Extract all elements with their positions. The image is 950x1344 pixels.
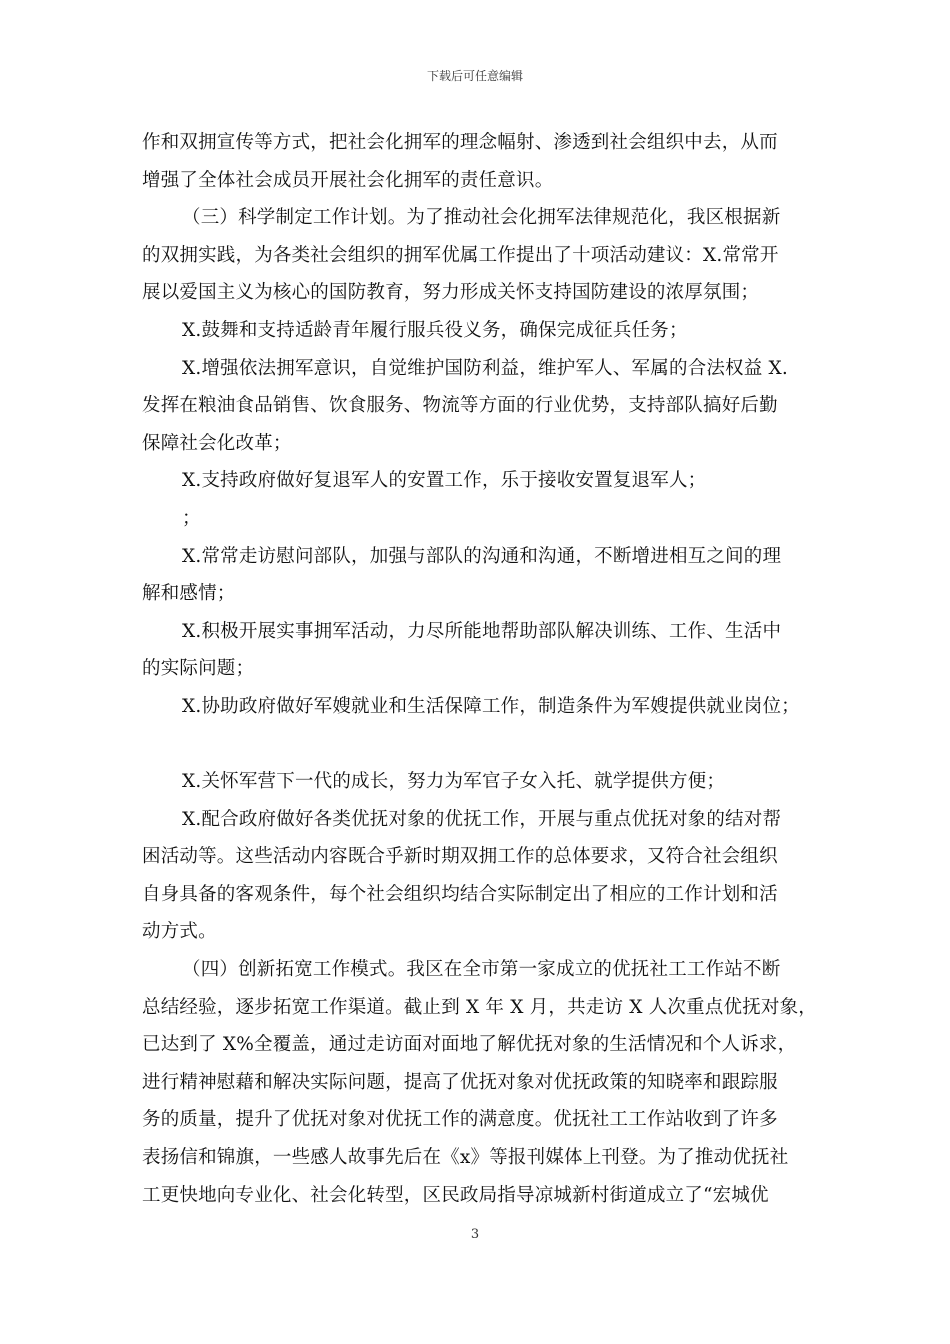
text-line: 已达到了 X%全覆盖，通过走访面对面地了解优抚对象的生活情况和个人诉求， [142,1034,797,1056]
text-line: 动方式。 [142,921,217,943]
text-line: 的双拥实践，为各类社会组织的拥军优属工作提出了十项活动建议：X.常常开 [142,244,779,266]
text-line: 表扬信和锦旗，一些感人故事先后在《x》等报刊媒体上刊登。为了推动优抚社 [142,1147,789,1169]
text-line: 展以爱国主义为核心的国防教育，努力形成关怀支持国防建设的浓厚氛围； [142,282,760,304]
text-line: 进行精神慰藉和解决实际问题，提高了优抚对象对优抚政策的知晓率和跟踪服 [142,1071,778,1093]
text-line: X.配合政府做好各类优抚对象的优抚工作，开展与重点优抚对象的结对帮 [182,808,782,830]
text-line: 困活动等。这些活动内容既合乎新时期双拥工作的总体要求，又符合社会组织 [142,846,778,868]
text-line: 的实际问题； [142,658,255,680]
text-line: X.积极开展实事拥军活动，力尽所能地帮助部队解决训练、工作、生活中 [182,620,782,642]
text-line: X.协助政府做好军嫂就业和生活保障工作，制造条件为军嫂提供就业岗位； [182,695,800,717]
document-body [142,124,818,1214]
text-line: X.增强依法拥军意识，自觉维护国防利益，维护军人、军属的合法权益 X. [182,357,788,379]
text-line: （四）创新拓宽工作模式。我区在全市第一家成立的优抚社工工作站不断 [182,959,781,981]
text-line: X.常常走访慰问部队，加强与部队的沟通和沟通，不断增进相互之间的理 [182,545,782,567]
text-line: 解和感情； [142,583,236,605]
blank-line [142,726,818,764]
text-line: ； [182,507,201,529]
text-line: 工更快地向专业化、社会化转型，区民政局指导凉城新村街道成立了“宏城优 [142,1184,769,1206]
text-line: （三）科学制定工作计划。为了推动社会化拥军法律规范化，我区根据新 [182,207,781,229]
text-line: X.支持政府做好复退军人的安置工作，乐于接收安置复退军人； [182,470,707,492]
text-line: 总结经验，逐步拓宽工作渠道。截止到 X 年 X 月，共走访 X 人次重点优抚对象， [142,996,817,1018]
page-header: 下载后可任意编辑 [426,69,523,83]
page-number: 3 [470,1227,480,1242]
text-line: 保障社会化改革； [142,432,292,454]
text-line: X.关怀军营下一代的成长，努力为军官子女入托、就学提供方便； [182,771,726,793]
text-line: 增强了全体社会成员开展社会化拥军的责任意识。 [142,169,554,191]
text-line: X.鼓舞和支持适龄青年履行服兵役义务，确保完成征兵任务； [182,319,688,341]
text-line: 作和双拥宣传等方式，把社会化拥军的理念幅射、渗透到社会组织中去，从而 [142,132,778,153]
text-line: 务的质量，提升了优抚对象对优抚工作的满意度。优抚社工工作站收到了许多 [142,1109,778,1131]
text-line: 发挥在粮油食品销售、饮食服务、物流等方面的行业优势，支持部队搞好后勤 [142,395,778,417]
text-line: 自身具备的客观条件，每个社会组织均结合实际制定出了相应的工作计划和活 [142,883,778,905]
